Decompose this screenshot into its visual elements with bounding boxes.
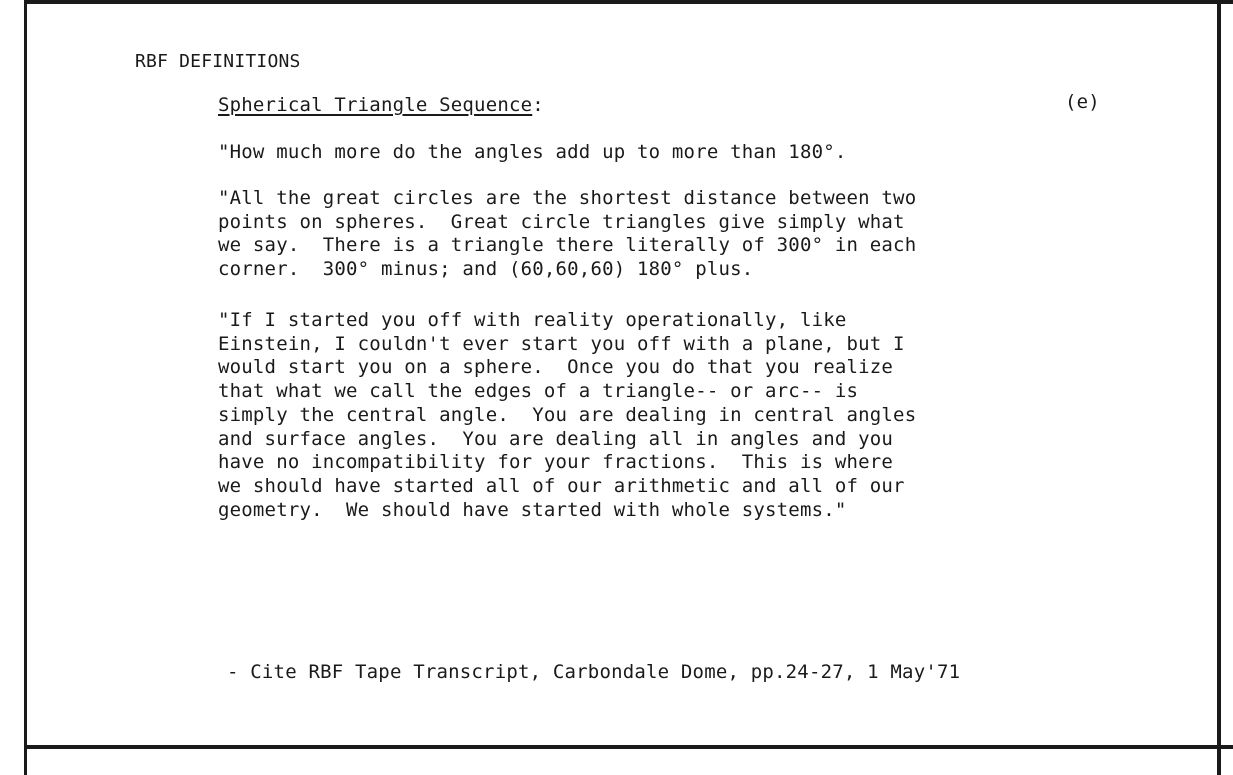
card-left-border <box>24 0 27 775</box>
entry-label: (e) <box>1065 91 1100 113</box>
quote-paragraph-2: "All the great circles are the shortest distance between two points on spheres. Great circle triangles give simply what we say. There is a triangle there literally of 300° in each corner. 300° minus; and (60,60,60) 180° plus. <box>218 187 917 281</box>
card-top-border <box>24 0 1233 4</box>
entry-title: Spherical Triangle Sequence <box>218 94 533 116</box>
entry-title-line <box>218 93 544 117</box>
quote-paragraph-3: "If I started you off with reality operationally, like Einstein, I couldn't ever start you off with a plane, but I would start you on a sphere. Once you do that you realize that what we call the edges of a triangle-- or arc-- is simply the central angle. You are dealing in central angles and surface angles. You are dealing all in angles and you have no incompatibility for your fractions. This is where we should have started all of our arithmetic and all of our geometry. We should have started with whole systems." <box>218 309 917 521</box>
citation: - Cite RBF Tape Transcript, Carbondale Dome, pp.24-27, 1 May'71 <box>227 661 961 683</box>
quote-paragraph-1: "How much more do the angles add up to more than 180°. <box>218 141 847 163</box>
card-right-border <box>1217 0 1221 775</box>
card-bottom-border <box>24 745 1233 749</box>
entry-title-colon: : <box>532 94 544 116</box>
document-header: RBF DEFINITIONS <box>135 51 301 72</box>
